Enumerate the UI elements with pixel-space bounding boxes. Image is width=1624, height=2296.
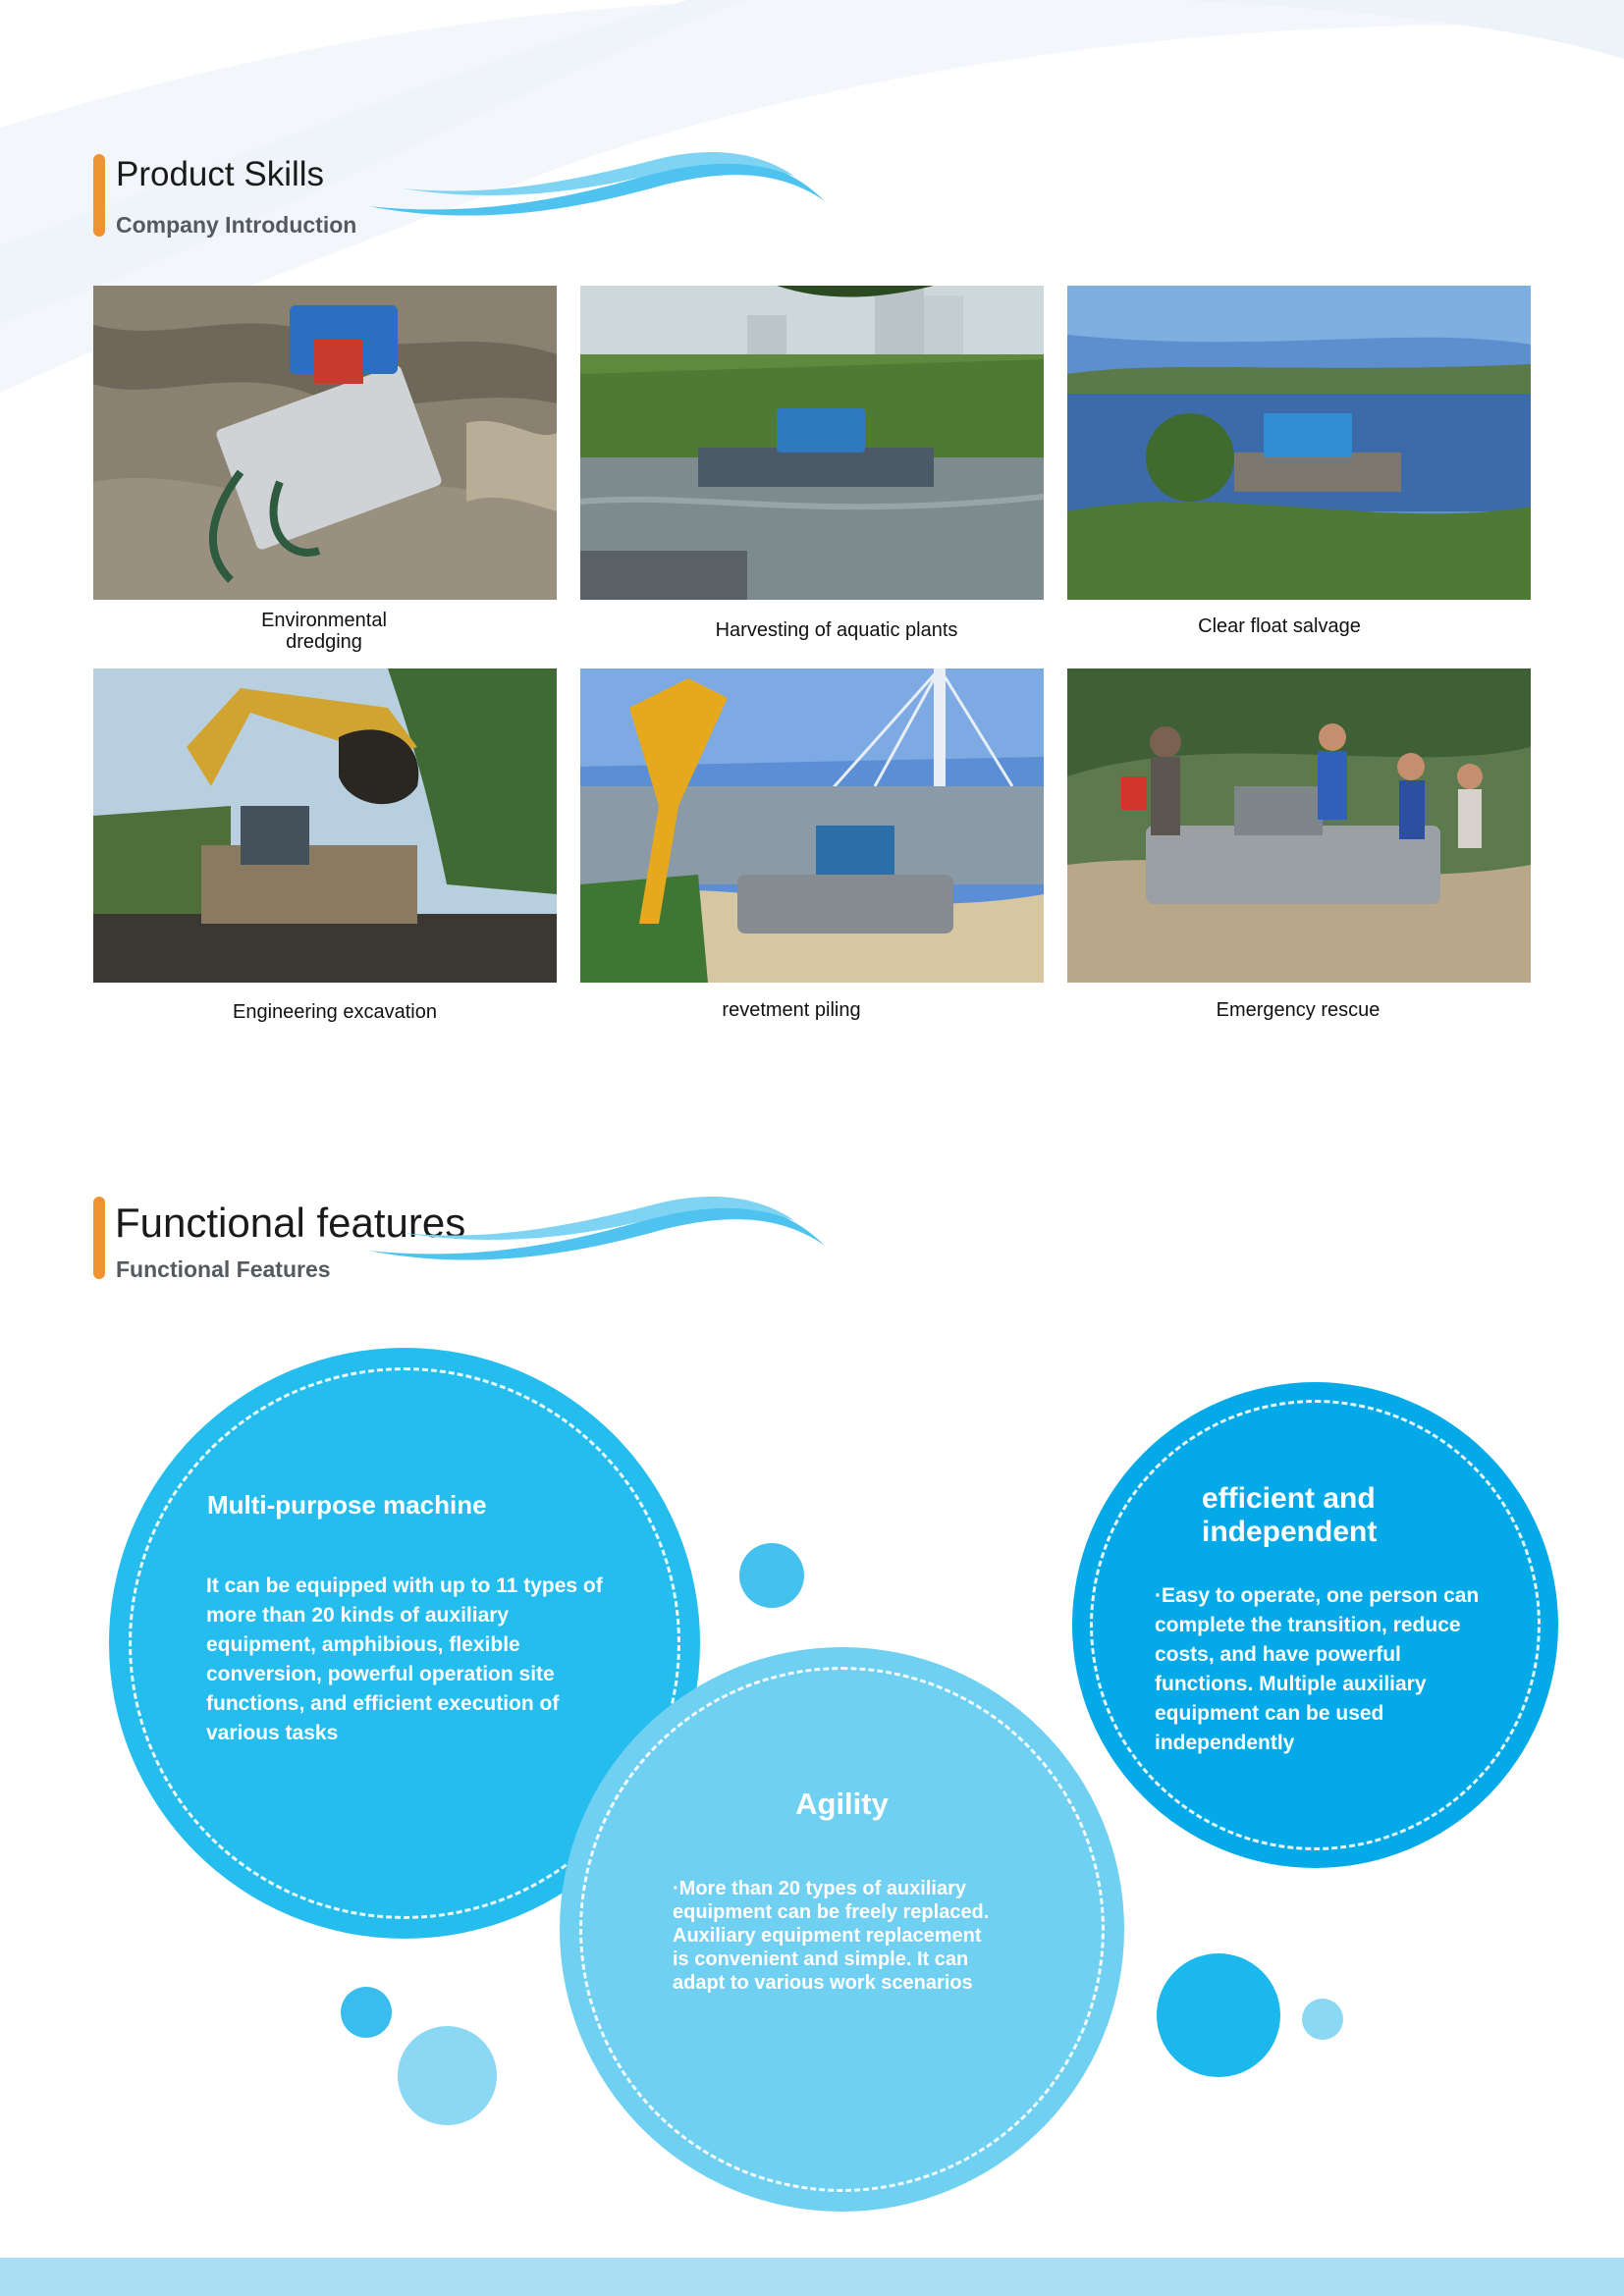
caption-dredging: Environmental dredging	[261, 610, 387, 653]
photo-aquatic-harvester	[580, 286, 1044, 600]
caption-excavation: Engineering excavation	[233, 1001, 437, 1023]
feature-body: ·More than 20 types of auxiliary equipment can be freely replaced. Auxiliary equipment replacement is convenient and simple. It can adapt to various work scenarios	[673, 1878, 990, 1994]
feature-title: Agility	[795, 1787, 889, 1821]
piling-photo-icon	[580, 668, 1044, 983]
photo-piling	[580, 668, 1044, 983]
rescue-photo-icon	[1067, 668, 1531, 983]
aquatic-harvester-photo-icon	[580, 286, 1044, 600]
wave-decoration	[363, 1190, 825, 1268]
section-subtitle: Company Introduction	[116, 212, 357, 238]
excavation-photo-icon	[93, 668, 557, 983]
feature-body: ·Easy to operate, one person can complete the transition, reduce costs, and have powerful functions. Multiple auxiliary equipment can be used independently	[1155, 1584, 1480, 1754]
caption-rescue: Emergency rescue	[1216, 999, 1380, 1021]
photo-float-salvage	[1067, 286, 1531, 600]
decorative-dot	[739, 1543, 804, 1608]
photo-dredging	[93, 286, 557, 600]
decorative-dot	[1302, 1999, 1343, 2040]
photo-excavation	[93, 668, 557, 983]
decorative-dot	[1157, 1953, 1280, 2077]
footer-bar	[0, 2258, 1624, 2296]
feature-body: It can be equipped with up to 11 types of more than 20 kinds of auxiliary equipment, amphibious, flexible conversion, powerful operation site functions, and efficient execution of various tasks	[206, 1575, 603, 1744]
caption-aquatic-harvester: Harvesting of aquatic plants	[715, 619, 958, 641]
section-title: Product Skills	[116, 155, 325, 193]
caption-piling: revetment piling	[722, 999, 861, 1021]
dredging-photo-icon	[93, 286, 557, 600]
float-salvage-photo-icon	[1067, 286, 1531, 600]
caption-float-salvage: Clear float salvage	[1198, 615, 1361, 637]
photo-rescue	[1067, 668, 1531, 983]
feature-circle-agility	[560, 1647, 1124, 2212]
feature-circle-efficient	[1072, 1382, 1558, 1868]
accent-bar	[93, 1197, 105, 1279]
accent-bar	[93, 154, 105, 237]
section-subtitle: Functional Features	[116, 1256, 331, 1282]
wave-decoration	[363, 147, 825, 226]
decorative-dot	[398, 2026, 497, 2125]
section-title: Functional features	[115, 1200, 466, 1246]
decorative-dot	[341, 1987, 392, 2038]
feature-title: efficient and independent	[1202, 1482, 1378, 1548]
feature-title: Multi-purpose machine	[207, 1490, 487, 1520]
